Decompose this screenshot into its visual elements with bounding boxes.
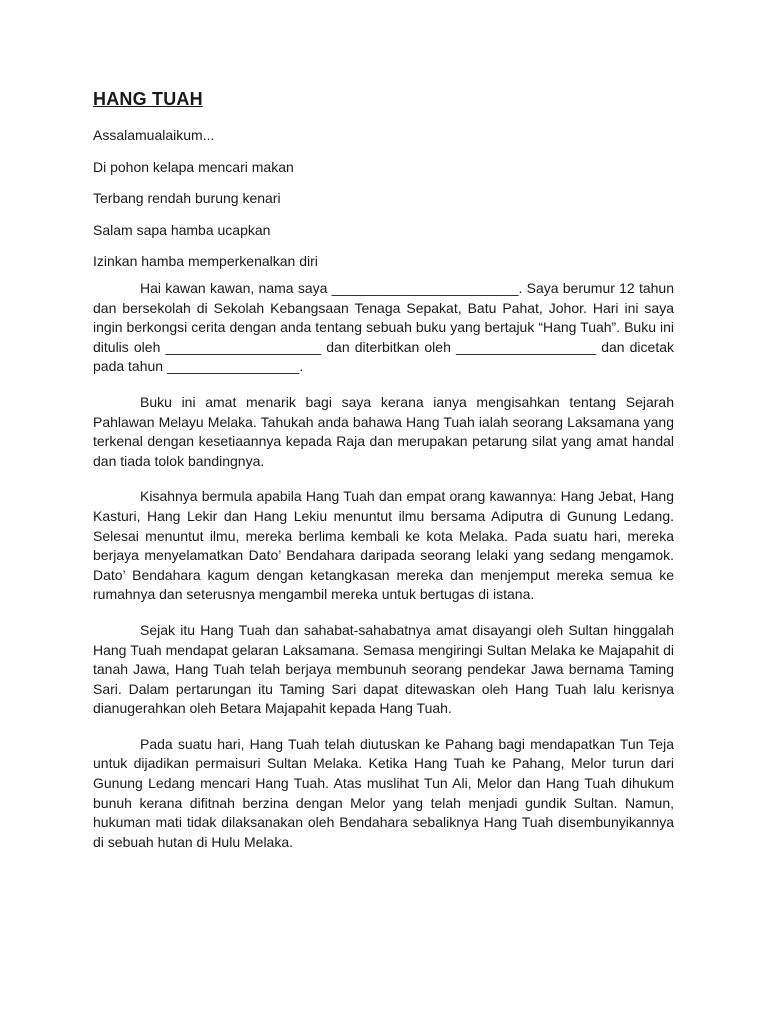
- pantun-line-3: Salam sapa hamba ucapkan: [93, 221, 271, 238]
- greeting-line: Assalamualaikum...: [93, 127, 215, 143]
- paragraph-story-beginning: Kisahnya bermula apabila Hang Tuah dan empat orang kawannya: Hang Jebat, Hang Kasturi, Hang Lekir dan Hang Lekiu menuntut ilmu bersama Adiputra di Gunung Ledang. Selesai menuntut ilmu, mereka berlima kembali ke kota Melaka. Pada suatu hari, mereka berjaya menyelamatkan Dato’ Bendahara daripada seorang lelaki yang sedang mengamok. Dato’ Bendahara kagum dengan ketangkasan mereka dan menjemput mereka semua ke rumahnya dan seterusnya mengambil mereka untuk bertugas di istana.: [93, 488, 674, 603]
- paragraph-book-interest: Buku ini amat menarik bagi saya kerana ianya mengisahkan tentang Sejarah Pahlawan Melayu Melaka. Tahukah anda bahawa Hang Tuah ialah seorang Laksamana yang terkenal dengan kesetiaannya kepada Raja dan merupakan petarung silat yang amat handal dan tiada tolok bandingnya.: [93, 393, 674, 469]
- document-body: [93, 88, 674, 868]
- paragraph-pahang: Pada suatu hari, Hang Tuah telah diutuskan ke Pahang bagi mendapatkan Tun Teja untuk dijadikan permaisuri Sultan Melaka. Ketika Hang Tuah ke Pahang, Melor turun dari Gunung Ledang mencari Hang Tuah. Atas muslihat Tun Ali, Melor dan Hang Tuah dihukum bunuh kerana difitnah berzina dengan Melor yang telah menjadi gundik Sultan. Namun, hukuman mati tidak dilaksanakan oleh Bendahara sebaliknya Hang Tuah disembunyikannya di sebuah hutan di Hulu Melaka.: [93, 735, 674, 850]
- document-title: HANG TUAH: [93, 89, 203, 109]
- paragraph-introduction: Hai kawan kawan, nama saya ________________________. Saya berumur 12 tahun dan bersekolah di Sekolah Kebangsaan Tenaga Sepakat, Batu Pahat, Johor. Hari ini saya ingin berkongsi cerita dengan anda tentang sebuah buku yang bertajuk “Hang Tuah”. Buku ini ditulis oleh ____________________ dan diterbitkan oleh __________________ dan dicetak pada tahun _________________.: [93, 280, 674, 375]
- paragraph-laksamana: Sejak itu Hang Tuah dan sahabat-sahabatnya amat disayangi oleh Sultan hinggalah Hang Tuah mendapat gelaran Laksamana. Semasa mengiringi Sultan Melaka ke Majapahit di tanah Jawa, Hang Tuah telah berjaya membunuh seorang pendekar Jawa bernama Taming Sari. Dalam pertarungan itu Taming Sari dapat ditewaskan oleh Hang Tuah lalu kerisnya dianugerahkan oleh Betara Majapahit kepada Hang Tuah.: [93, 621, 674, 717]
- pantun-line-2: Terbang rendah burung kenari: [93, 190, 281, 206]
- pantun-line-1: Di pohon kelapa mencari makan: [93, 158, 294, 175]
- pantun-line-4: Izinkan hamba memperkenalkan diri: [93, 253, 318, 269]
